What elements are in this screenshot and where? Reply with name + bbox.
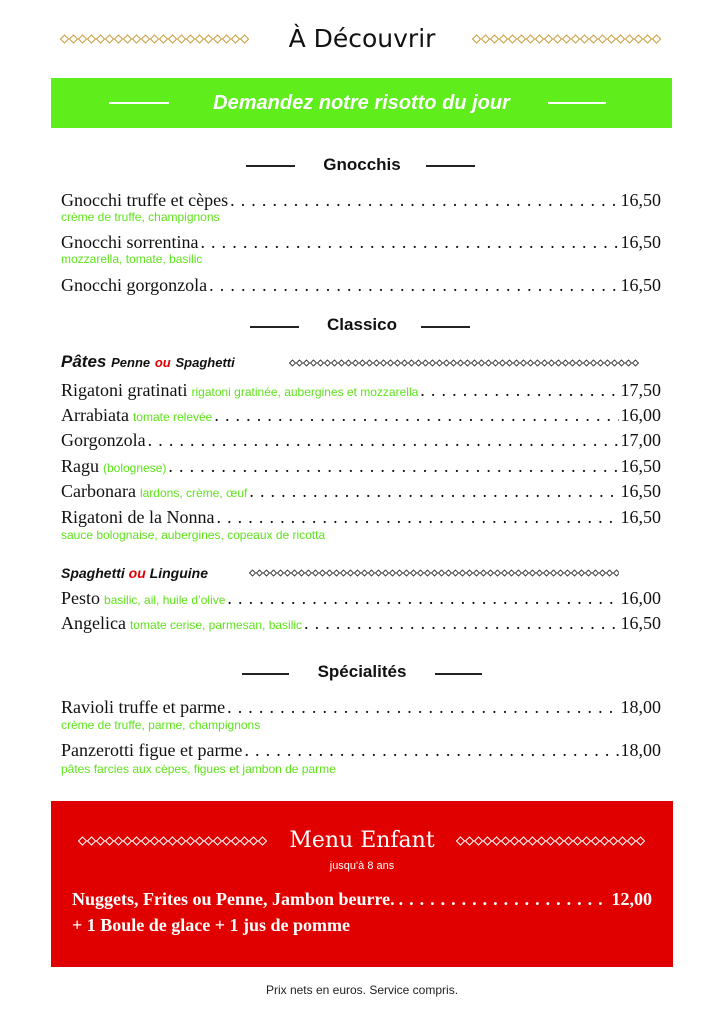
item-price: 16,00 [620,405,661,425]
menu-item [61,739,661,761]
page-title: À Découvrir [288,24,436,53]
item-description: crème de truffe, parme, champignons [61,718,261,732]
item-name: Carbonara [61,481,136,501]
item-name: Rigatoni gratinati [61,380,188,400]
kids-menu-text: Nuggets, Frites ou Penne, Jambon beurre. [72,889,395,909]
subheading-ornament [249,569,619,577]
subheading-ou: ou [154,355,171,370]
kids-ornament-right [456,836,645,846]
footer-note: Prix nets en euros. Service compris. [265,983,459,997]
item-price: 16,50 [620,481,661,501]
menu-item [61,189,661,211]
item-leader [168,455,618,477]
item-price: 18,00 [620,697,661,717]
kids-menu-leader [399,888,608,910]
subheading-option-b: Spaghetti [175,355,235,370]
item-leader [420,379,618,401]
item-price: 17,00 [620,430,661,450]
subheading-option-a: Spaghetti [61,565,125,581]
item-name: Panzerotti figue et parme [61,740,243,760]
menu-item [61,696,661,718]
kids-menu-subtitle: jusqu'à 8 ans [329,860,395,872]
item-price: 16,50 [620,275,661,295]
subheading-main: Pâtes [61,352,107,371]
kids-menu-title: Menu Enfant [289,828,435,853]
menu-item [61,274,661,296]
item-leader [249,480,618,502]
item-name: Gorgonzola [61,430,146,450]
item-leader [216,506,618,528]
menu-item [61,455,661,477]
item-price: 16,00 [620,588,661,608]
menu-item [61,612,661,634]
menu-item [61,231,661,253]
item-inline-description: tomate cerise, parmesan, basilic [129,618,303,632]
item-inline-description: lardons, crème, œuf [139,486,248,500]
item-description: sauce bolognaise, aubergines, copeaux de ricotta [61,528,326,542]
item-leader [209,274,618,296]
item-price: 16,50 [620,613,661,633]
item-leader [200,231,618,253]
item-name: Arrabiata [61,405,129,425]
item-leader [304,612,618,634]
risotto-banner [51,78,672,128]
item-inline-description: basilic, ail, huile d’olive [104,593,226,607]
item-name: Gnocchi truffe et cèpes [61,190,229,210]
subheading-pates [61,352,235,373]
menu-item [61,404,661,426]
item-name: Ravioli truffe et parme [61,697,226,717]
kids-menu-extra-text: + 1 Boule de glace + 1 jus de pomme [72,915,350,935]
kids-menu-line [72,888,652,910]
section-title-classico: Classico [327,315,397,334]
section-title-gnocchis: Gnocchis [323,155,401,174]
item-description: pâtes farcies aux cèpes, figues et jambon de parme [61,762,336,776]
kids-menu-price: 12,00 [611,889,652,909]
ornament-right [472,34,661,44]
banner-text: Demandez notre risotto du jour [213,92,510,114]
kids-menu-box [51,801,673,967]
subheading-ou: ou [128,565,146,581]
item-name: Angelica [61,613,126,633]
item-description: crème de truffe, champignons [61,210,220,224]
menu-item [61,506,661,528]
subheading-option-b: Linguine [149,565,208,581]
item-name: Gnocchi sorrentina [61,232,199,252]
subheading-ornament [289,359,639,367]
item-leader [148,429,619,451]
item-leader [214,404,618,426]
menu-item [61,587,661,609]
item-name: Ragu [61,456,99,476]
banner-line-right [548,102,606,104]
section-title-specialites: Spécialités [317,662,407,681]
subheading-option-a: Penne [111,355,151,370]
section-line-right [426,165,475,167]
item-price: 18,00 [620,740,661,760]
item-leader [227,587,618,609]
item-name: Pesto [61,588,101,608]
menu-item [61,429,661,451]
item-leader [227,696,618,718]
item-description: mozzarella, tomate, basilic [61,252,203,266]
item-inline-description: (bolognese) [103,461,167,475]
item-price: 16,50 [620,507,661,527]
item-leader [244,739,618,761]
item-name: Rigatoni de la Nonna [61,507,215,527]
menu-item [61,379,661,401]
subheading-spaghetti [61,563,208,583]
section-line-right [421,326,470,328]
item-price: 17,50 [620,380,661,400]
item-price: 16,50 [620,190,661,210]
menu-item [61,480,661,502]
item-inline-description: tomate relevée [132,410,213,424]
item-inline-description: rigatoni gratinée, aubergines et mozzarella [191,385,419,399]
item-price: 16,50 [620,456,661,476]
section-line-right [435,673,482,675]
item-name: Gnocchi gorgonzola [61,275,208,295]
item-leader [230,189,618,211]
kids-menu-extra [72,914,652,936]
item-price: 16,50 [620,232,661,252]
